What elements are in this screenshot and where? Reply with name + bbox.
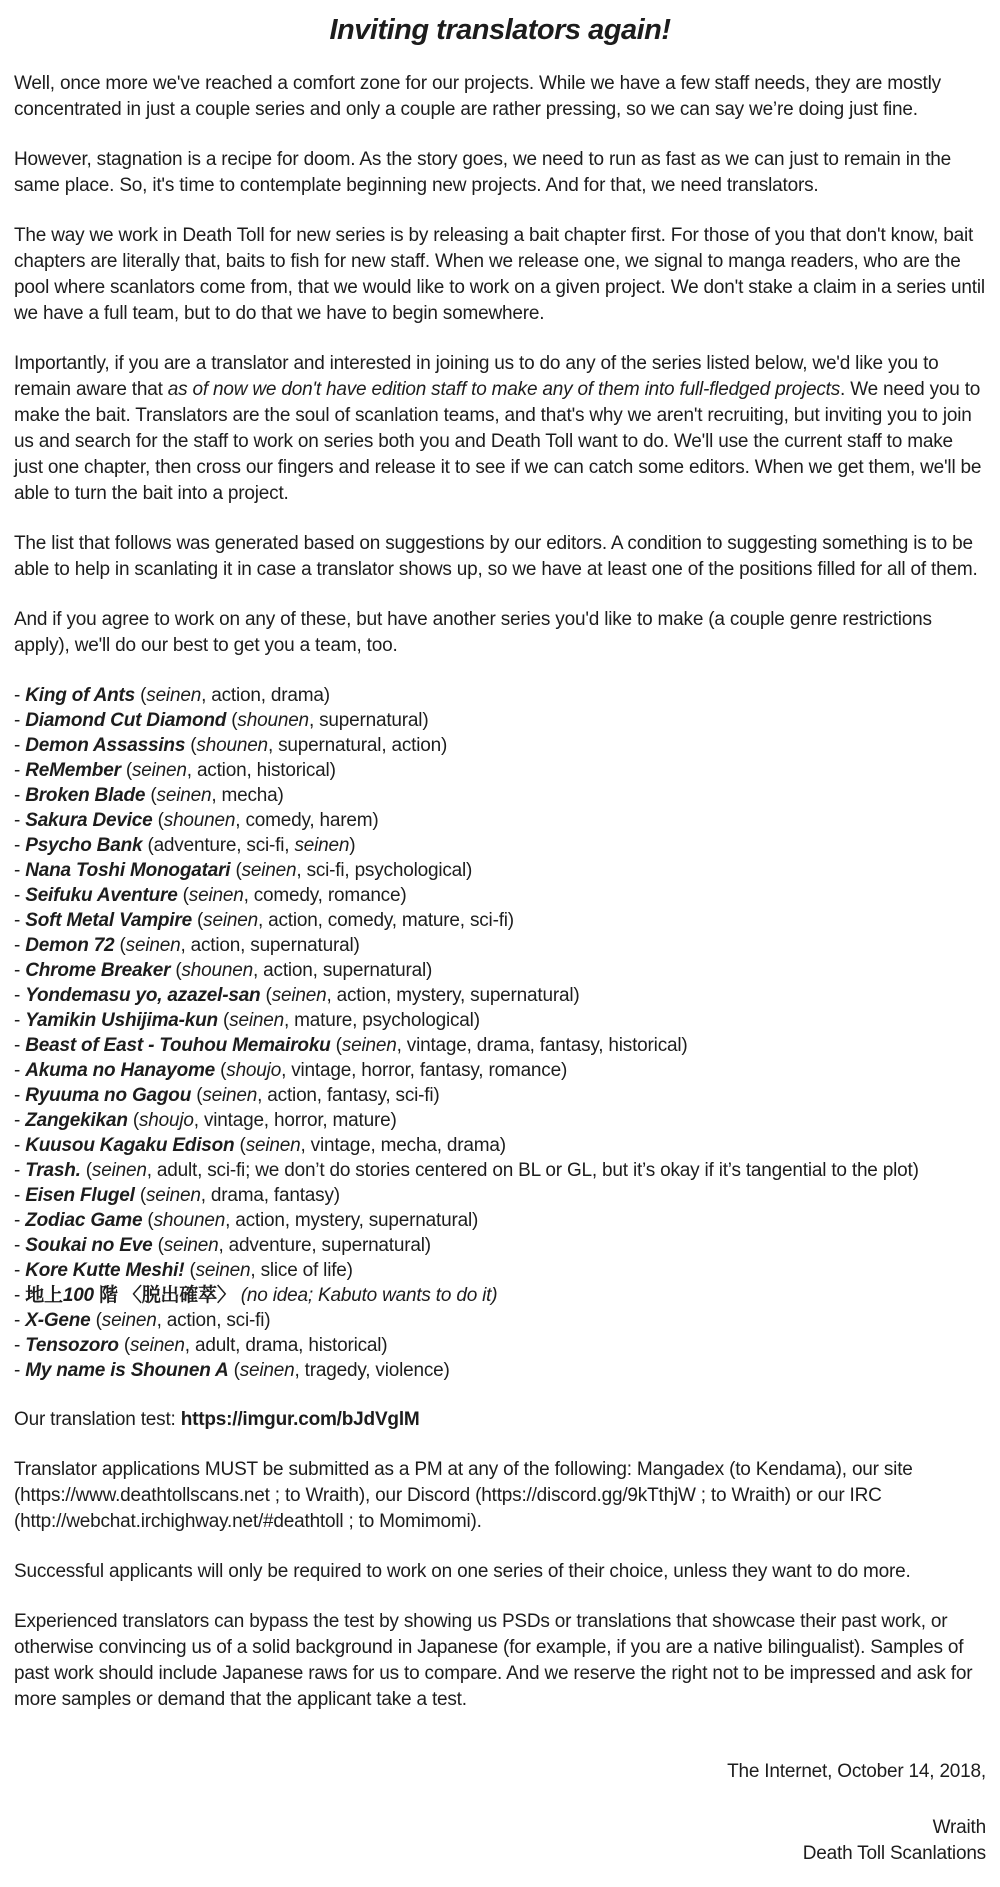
text-segment: Translator applications MUST be submitted as a PM at any of the following: Mangadex (to Kendama), our site (https://www.deathtollscans.net ; to Wraith), our Discord (https://discord.gg/9kTthjW ; to Wraith) or our IRC (http://webchat.irchighway.net/#deathtoll ; to Momimomi). (14, 1459, 913, 1532)
text-segment: , supernatural) (308, 710, 429, 731)
paragraph (14, 147, 986, 199)
text-segment: ( (127, 1110, 139, 1131)
text-segment: Nana Toshi Monogatari (25, 860, 231, 881)
text-segment: Soukai no Eve (25, 1235, 153, 1256)
text-segment: , action, fantasy, sci-fi) (257, 1085, 440, 1106)
text-segment: Akuma no Hanayome (25, 1060, 216, 1081)
text-segment: - (14, 735, 26, 756)
series-list-item (14, 1158, 986, 1183)
text-segment: seinen (130, 1335, 185, 1356)
text-segment: - (14, 985, 26, 1006)
text-segment: , vintage, horror, mature) (193, 1110, 397, 1131)
text-segment: Experienced translators can bypass the test by showing us PSDs or translations that showcase their past work, or otherwise convincing us of a solid background in Japanese (for example, if you are a native bilingualist). Samples of past work should include Japanese raws for us to compare. And we reserve the right not to be impressed and ask for more samples or demand that the applicant take a test. (14, 1611, 973, 1710)
text-segment: , tragedy, violence) (294, 1360, 450, 1381)
series-list-item (14, 1208, 986, 1233)
text-segment: - (14, 1035, 26, 1056)
text-segment: shoujo (138, 1110, 194, 1131)
text-segment: Successful applicants will only be required to work on one series of their choice, unless they want to do more. (14, 1561, 911, 1582)
text-segment: - (14, 1085, 26, 1106)
text-segment: , action, comedy, mature, sci-fi) (257, 910, 514, 931)
text-segment: , action, mystery, supernatural) (326, 985, 580, 1006)
text-segment: ( (234, 1135, 246, 1156)
text-segment: Eisen Flugel (25, 1185, 135, 1206)
series-list-item (14, 1258, 986, 1283)
paragraph (14, 1559, 986, 1585)
text-segment: - (14, 1285, 26, 1306)
text-segment: However, stagnation is a recipe for doom. As the story goes, we need to run as fast as we can just to remain in the same place. So, it's time to contemplate beginning new projects. And for that, we need translators. (14, 149, 952, 196)
text-segment: (no idea; Kabuto wants to do it) (235, 1285, 498, 1306)
series-list-item (14, 1308, 986, 1333)
series-list-item (14, 1058, 986, 1083)
text-segment: ( (134, 1185, 146, 1206)
text-segment: Beast of East - Touhou Memairoku (25, 1035, 331, 1056)
text-segment: Yondemasu yo, azazel-san (25, 985, 261, 1006)
text-segment: - (14, 785, 26, 806)
text-segment: ( (120, 760, 132, 781)
series-list-item (14, 1133, 986, 1158)
text-segment: - (14, 1235, 26, 1256)
text-segment: seinen (125, 935, 181, 956)
text-segment: ( (215, 1060, 227, 1081)
text-segment: , comedy, romance) (243, 885, 407, 906)
series-list-item (14, 833, 986, 858)
text-segment: - (14, 1310, 26, 1331)
text-segment: The list that follows was generated based on suggestions by our editors. A condition to suggesting something is to be able to help in scanlating it in case a translator shows up, so we have at least one of the positions filled for all of them. (14, 533, 978, 580)
text-segment: ( (145, 785, 157, 806)
text-segment: shounen (196, 735, 268, 756)
text-segment: https://imgur.com/bJdVglM (180, 1409, 420, 1430)
text-segment: , action, sci-fi) (156, 1310, 271, 1331)
text-segment: - (14, 835, 26, 856)
series-list (14, 683, 986, 1383)
text-segment: Diamond Cut Diamond (25, 710, 227, 731)
text-segment: Importantly, if you are a translator and interested in joining us to do any of the series listed below, we'd like you to remain aware that (14, 353, 939, 400)
text-segment: ( (80, 1160, 92, 1181)
text-segment: - (14, 1110, 26, 1131)
text-segment: Kore Kutte Meshi! (25, 1260, 185, 1281)
paragraph (14, 71, 986, 123)
text-segment: - (14, 710, 26, 731)
text-segment: seinen (271, 985, 327, 1006)
text-segment: Zodiac Game (25, 1210, 143, 1231)
signature-block (14, 1759, 986, 1867)
paragraph (14, 223, 986, 327)
text-segment: The way we work in Death Toll for new series is by releasing a bait chapter first. For those of you that don't know, bait chapters are literally that, baits to fish for new staff. When we release one, we signal to manga readers, who are the pool where scanlators come from, that we would like to work on a given project. We don't stake a claim in a series until we have a full team, but to do that we have to begin somewhere. (14, 225, 985, 324)
text-segment: 階 〈脱出確萃〉 (93, 1285, 236, 1306)
text-segment: - (14, 1335, 26, 1356)
text-segment: - (14, 1060, 26, 1081)
series-list-item (14, 933, 986, 958)
text-segment: 100 (62, 1285, 94, 1306)
text-segment: ( (184, 1260, 196, 1281)
series-list-item (14, 1008, 986, 1033)
text-segment: ( (230, 860, 242, 881)
text-segment: - (14, 760, 26, 781)
text-segment: seinen (131, 760, 187, 781)
text-segment: , action, supernatural) (180, 935, 360, 956)
text-segment: - (14, 1210, 26, 1231)
text-segment: Well, once more we've reached a comfort zone for our projects. While we have a few staff needs, they are mostly concentrated in just a couple series and only a couple are rather pressing, so we can say we’re doing just fine. (14, 73, 941, 120)
text-segment: , action, drama) (201, 685, 330, 706)
series-list-item (14, 1108, 986, 1133)
text-segment: - (14, 885, 26, 906)
text-segment: ( (114, 935, 126, 956)
text-segment: seinen (294, 835, 350, 856)
text-segment: , vintage, horror, fantasy, romance) (281, 1060, 568, 1081)
text-segment: seinen (145, 1185, 201, 1206)
series-list-item (14, 1358, 986, 1383)
series-list-item (14, 983, 986, 1008)
text-segment: seinen (163, 1235, 219, 1256)
signature-name: Wraith (932, 1817, 986, 1838)
text-segment: , adult, sci-fi; we don’t do stories centered on BL or GL, but it’s okay if it’s tangential to the plot) (146, 1160, 919, 1181)
text-segment: ( (177, 885, 189, 906)
series-list-item (14, 1183, 986, 1208)
text-segment: , action, supernatural) (253, 960, 433, 981)
text-segment: - (14, 960, 26, 981)
text-segment: - (14, 1160, 26, 1181)
translation-test-line (14, 1407, 986, 1433)
series-list-item (14, 758, 986, 783)
text-segment: seinen (241, 860, 297, 881)
text-segment: Seifuku Aventure (25, 885, 178, 906)
text-segment: ( (260, 985, 272, 1006)
series-list-item (14, 883, 986, 908)
text-segment: seinen (91, 1160, 147, 1181)
text-segment: Broken Blade (25, 785, 146, 806)
text-segment: ( (142, 1210, 154, 1231)
series-list-item (14, 958, 986, 983)
text-segment: shoujo (226, 1060, 282, 1081)
intro-paragraphs (14, 71, 986, 659)
signature-group: Death Toll Scanlations (802, 1843, 986, 1864)
text-segment: seinen (341, 1035, 397, 1056)
text-segment: seinen (245, 1135, 301, 1156)
text-segment: , action, mystery, supernatural) (225, 1210, 479, 1231)
series-list-item (14, 683, 986, 708)
text-segment: , vintage, drama, fantasy, historical) (396, 1035, 688, 1056)
closing-paragraphs (14, 1457, 986, 1713)
text-segment: Trash. (25, 1160, 81, 1181)
text-segment: . We need you to make the bait. Translators are the soul of scanlation teams, and that's why we aren't recruiting, but inviting you to join us and search for the staff to work on series both you and Death Toll want to do. We'll use the current staff to make just one chapter, then cross our fingers and release it to see if we can catch some editors. When we get them, we'll be able to turn the bait into a project. (14, 379, 982, 504)
text-segment: , comedy, harem) (235, 810, 379, 831)
text-segment: My name is Shounen A (25, 1360, 229, 1381)
paragraph (14, 531, 986, 583)
series-list-item (14, 858, 986, 883)
series-list-item (14, 808, 986, 833)
text-segment: ( (226, 710, 238, 731)
series-list-item (14, 783, 986, 808)
text-segment: - (14, 1260, 26, 1281)
text-segment: Soft Metal Vampire (25, 910, 192, 931)
text-segment: , drama, fantasy) (200, 1185, 340, 1206)
text-segment: seinen (202, 1085, 258, 1106)
text-segment: - (14, 860, 26, 881)
series-list-item (14, 1333, 986, 1358)
text-segment: Demon 72 (25, 935, 115, 956)
text-segment: seinen (229, 1010, 284, 1031)
series-list-item (14, 1083, 986, 1108)
text-segment: ( (170, 960, 182, 981)
text-segment: ( (152, 810, 164, 831)
text-segment: seinen (101, 1310, 157, 1331)
text-segment: Chrome Breaker (25, 960, 171, 981)
text-segment: seinen (239, 1360, 295, 1381)
text-segment: ( (217, 1010, 230, 1031)
text-segment: , adventure, supernatural) (218, 1235, 431, 1256)
text-segment: ( (135, 685, 147, 706)
text-segment: , adult, drama, historical) (184, 1335, 388, 1356)
text-segment: King of Ants (25, 685, 136, 706)
text-segment: ReMember (25, 760, 121, 781)
text-segment: ) (349, 835, 356, 856)
text-segment: , slice of life) (250, 1260, 353, 1281)
text-segment: shounen (181, 960, 253, 981)
signature-date: The Internet, October 14, 2018, (727, 1761, 986, 1782)
text-segment: seinen (203, 910, 258, 931)
text-segment: Sakura Device (25, 810, 153, 831)
series-list-item (14, 1283, 986, 1308)
text-segment: seinen (156, 785, 212, 806)
text-segment: - (14, 1185, 26, 1206)
paragraph (14, 351, 986, 507)
text-segment: Zangekikan (25, 1110, 128, 1131)
text-segment: X-Gene (25, 1310, 91, 1331)
text-segment: seinen (146, 685, 202, 706)
text-segment: shounen (163, 810, 236, 831)
series-list-item (14, 733, 986, 758)
text-segment: - (14, 685, 26, 706)
text-segment: , mecha) (211, 785, 284, 806)
paragraph (14, 1609, 986, 1713)
text-segment: , vintage, mecha, drama) (300, 1135, 506, 1156)
text-segment: - (14, 1010, 26, 1031)
text-segment: shounen (153, 1210, 226, 1231)
text-segment: - (14, 910, 26, 931)
text-segment: Ryuuma no Gagou (25, 1085, 192, 1106)
text-segment: as of now we don't have edition staff to make any of them into full-fledged projects (167, 379, 841, 400)
paragraph (14, 1457, 986, 1535)
text-segment: ( (330, 1035, 342, 1056)
page-title: Inviting translators again! (329, 14, 671, 46)
text-segment: - (14, 935, 26, 956)
text-segment: ( (191, 910, 204, 931)
text-segment: Tensozoro (25, 1335, 119, 1356)
series-list-item (14, 1033, 986, 1058)
text-segment: - (14, 1360, 26, 1381)
text-segment: Psycho Bank (25, 835, 143, 856)
text-segment: ( (90, 1310, 102, 1331)
text-segment: ( (228, 1360, 240, 1381)
series-list-item (14, 708, 986, 733)
text-segment: - (14, 810, 26, 831)
text-segment: - (14, 1135, 26, 1156)
text-segment: seinen (188, 885, 244, 906)
text-segment: ( (191, 1085, 203, 1106)
text-segment: Yamikin Ushijima-kun (25, 1010, 218, 1031)
text-segment: shounen (237, 710, 309, 731)
text-segment: seinen (195, 1260, 251, 1281)
text-segment: Our translation test: (14, 1409, 181, 1430)
text-segment: , action, historical) (186, 760, 336, 781)
series-list-item (14, 1233, 986, 1258)
text-segment: , supernatural, action) (267, 735, 448, 756)
text-segment: , sci-fi, psychological) (296, 860, 473, 881)
text-segment: (adventure, sci-fi, (142, 835, 295, 856)
text-segment: 地上 (25, 1285, 63, 1306)
series-list-item (14, 908, 986, 933)
text-segment: ( (185, 735, 197, 756)
text-segment: Kuusou Kagaku Edison (25, 1135, 235, 1156)
text-segment: And if you agree to work on any of these, but have another series you'd like to make (a couple genre restrictions apply), we'll do our best to get you a team, too. (14, 609, 932, 656)
text-segment: ( (118, 1335, 130, 1356)
text-segment: ( (152, 1235, 164, 1256)
text-segment: Demon Assassins (25, 735, 186, 756)
text-segment: , mature, psychological) (283, 1010, 480, 1031)
paragraph (14, 607, 986, 659)
